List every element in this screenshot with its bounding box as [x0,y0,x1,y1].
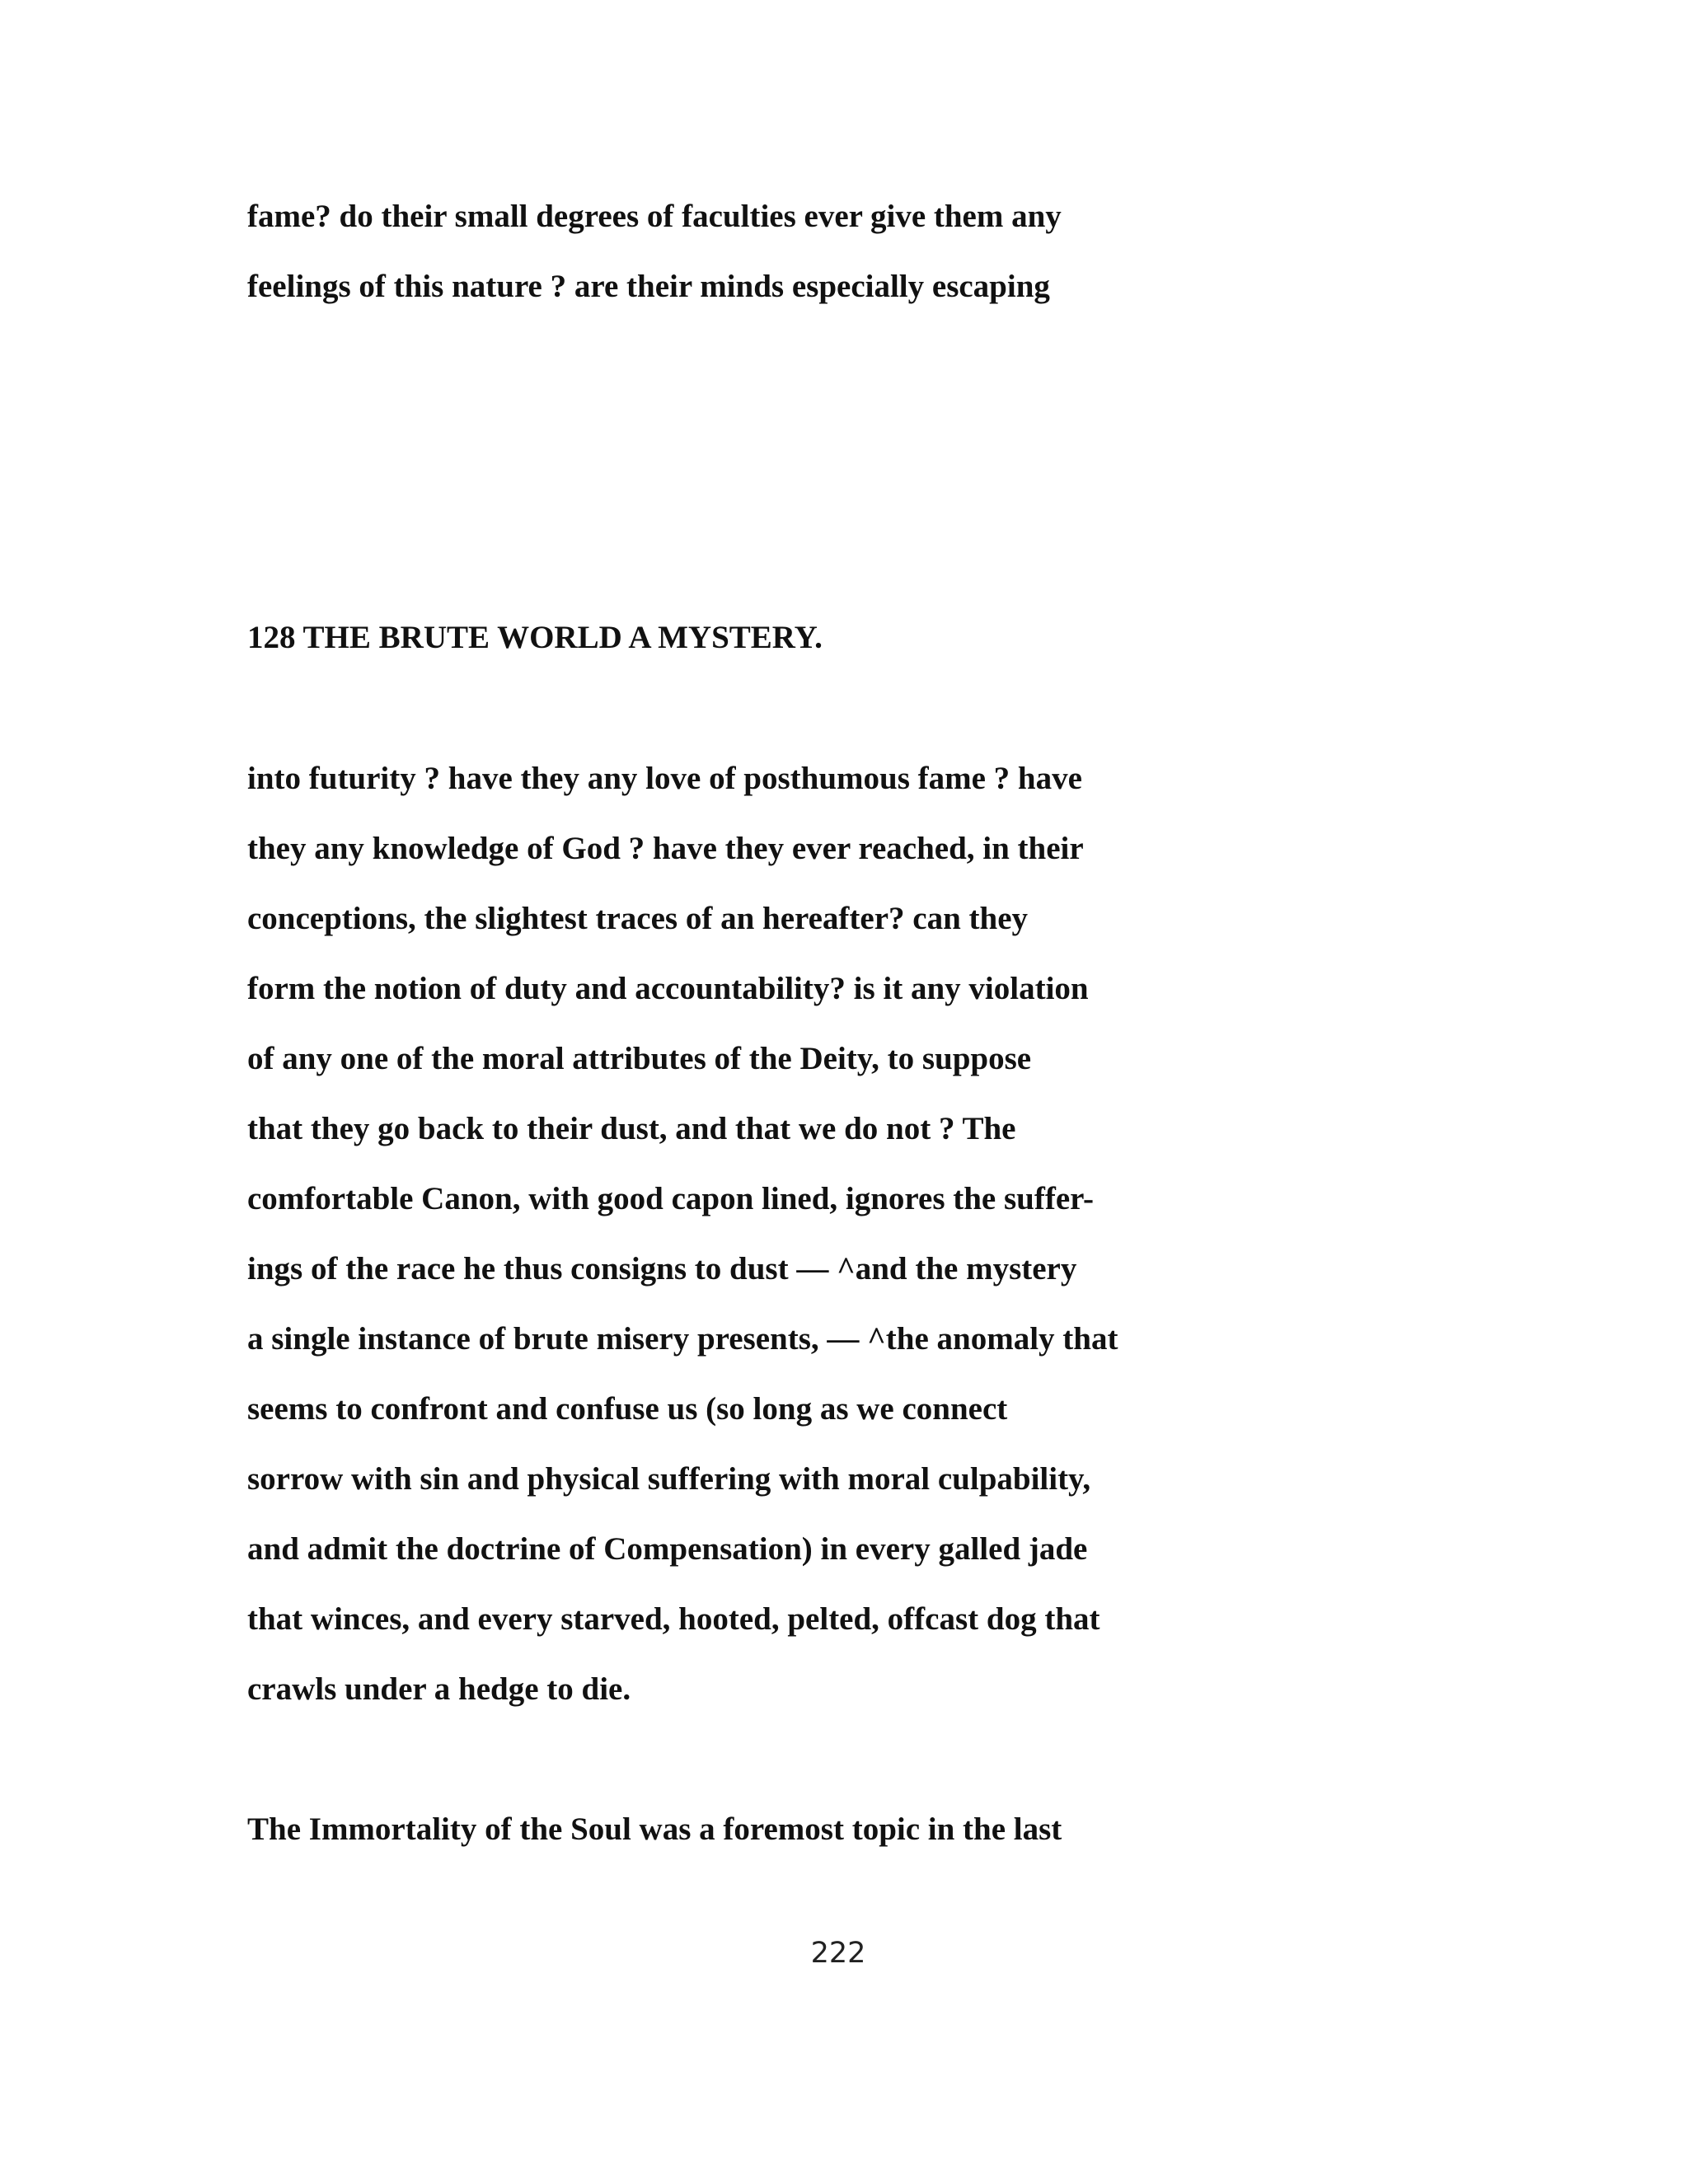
text-line: seems to confront and confuse us (so long as we connect [247,1391,1008,1427]
text-line: of any one of the moral attributes of the Deity, to suppose [247,1041,1032,1076]
text-line: comfortable Canon, with good capon lined, ignores the suffer- [247,1181,1094,1216]
text-line: The Immortality of the Soul was a foremost topic in the last [247,1811,1062,1847]
text-line: that they go back to their dust, and that we do not ? The [247,1111,1016,1146]
text-line: crawls under a hedge to die. [247,1671,631,1707]
text-line: ings of the race he thus consigns to dust — ^and the mystery [247,1251,1077,1286]
text-line: into futurity ? have they any love of posthumous fame ? have [247,761,1082,796]
text-line: that winces, and every starved, hooted, pelted, offcast dog that [247,1601,1100,1637]
text-line: fame? do their small degrees of faculties ever give them any [247,199,1062,234]
text-line: conceptions, the slightest traces of an hereafter? can they [247,901,1029,936]
text-line: they any knowledge of God ? have they ever reached, in their [247,831,1084,866]
text-line: a single instance of brute misery presents, — ^the anomaly that [247,1321,1118,1357]
running-header: 128 THE BRUTE WORLD A MYSTERY. [247,620,823,655]
text-line: form the notion of duty and accountability? is it any violation [247,971,1089,1006]
text-line: sorrow with sin and physical suffering with moral culpability, [247,1461,1091,1497]
text-line: and admit the doctrine of Compensation) in every galled jade [247,1531,1088,1567]
page-number: 222 [810,1937,866,1970]
text-line: feelings of this nature ? are their minds especially escaping [247,269,1050,304]
